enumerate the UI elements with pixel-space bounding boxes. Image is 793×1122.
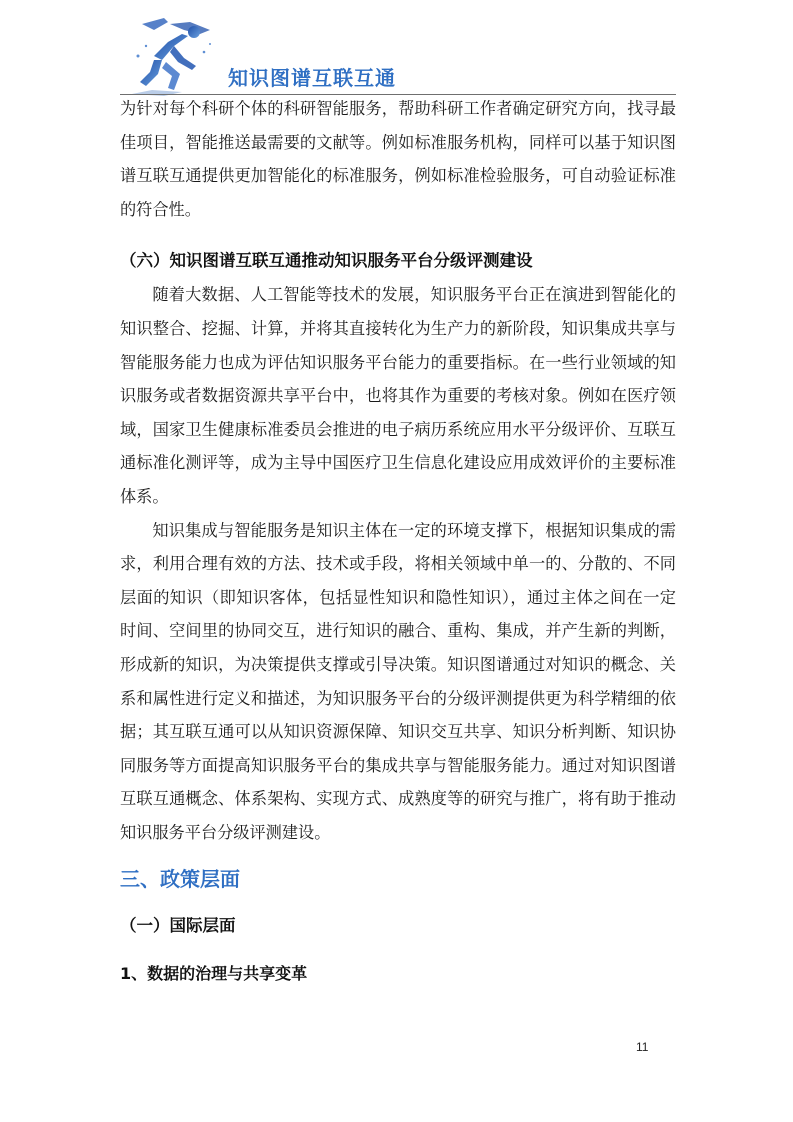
item-heading-1: 1、数据的治理与共享变革 (120, 964, 308, 984)
paragraph-continued: 为针对每个科研个体的科研智能服务，帮助科研工作者确定研究方向，找寻最佳项目，智能推送最需要的文献等。例如标准服务机构，同样可以基于知识图谱互联互通提供更加智能化的标准服务，例如标准检验服务，可自动验证标准的符合性。 (120, 99, 676, 219)
page-content (120, 92, 676, 991)
page-header (120, 10, 680, 100)
section-heading-3: 三、政策层面 (120, 867, 240, 892)
brand-title: 知识图谱互联互通 (228, 66, 396, 90)
paragraph-1: 随着大数据、人工智能等技术的发展，知识服务平台正在演进到智能化的知识整合、挖掘、计算，并将其直接转化为生产力的新阶段，知识集成共享与智能服务能力也成为评估知识服务平台能力的重要指标。在一些行业领域的知识服务或者数据资源共享平台中，也将其作为重要的考核对象。例如在医疗领域，国家卫生健康标准委员会推进的电子病历系统应用水平分级评价、互联互通标准化测评等，成为主导中国医疗卫生信息化建设应用成效评价的主要标准体系。 (120, 285, 676, 506)
paragraph-2: 知识集成与智能服务是知识主体在一定的环境支撑下，根据知识集成的需求，利用合理有效的方法、技术或手段，将相关领域中单一的、分散的、不同层面的知识（即知识客体，包括显性知识和隐性知识），通过主体之间在一定时间、空间里的协同交互，进行知识的融合、重构、集成，并产生新的判断，形成新的知识，为决策提供支撑或引导决策。知识图谱通过对知识的概念、关系和属性进行定义和描述，为知识服务平台的分级评测提供更为科学精细的依据；其互联互通可以从知识资源保障、知识交互共享、知识分析判断、知识协同服务等方面提高知识服务平台的集成共享与智能服务能力。通过对知识图谱互联互通概念、体系架构、实现方式、成熟度等的研究与推广，将有助于推动知识服务平台分级评测建设。 (120, 520, 676, 842)
subsection-heading-international: （一）国际层面 (120, 916, 236, 936)
runner-logo-icon (124, 16, 220, 100)
subsection-heading-6: （六）知识图谱互联互通推动知识服务平台分级评测建设 (120, 251, 533, 271)
page-number: 11 (636, 1040, 649, 1054)
